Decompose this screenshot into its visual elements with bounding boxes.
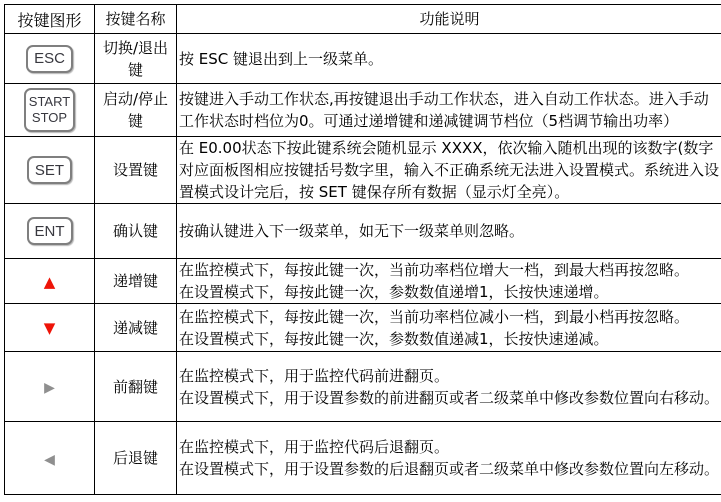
key-name-increment: 递增键 (95, 259, 177, 304)
ent-button-image (27, 217, 73, 245)
key-desc-esc: 按 ESC 键退出到上一级菜单。 (179, 48, 720, 70)
table-row-decrement (5, 304, 721, 352)
key-desc-page-back-line2: 在设置模式下，用于设置参数的后退翻页或者二级菜单中修改参数位置向左移动。 (179, 458, 720, 480)
table-header-row (5, 5, 721, 34)
set-button-image (27, 156, 72, 184)
key-desc-page-forward-line2: 在设置模式下，用于设置参数的前进翻页或者二级菜单中修改参数位置向右移动。 (179, 387, 720, 409)
key-desc-increment-line2: 在设置模式下，每按此键一次，参数数值递增1，长按快速递增。 (179, 281, 720, 303)
right-arrow-icon: ▶ (44, 381, 55, 396)
key-desc-increment-line1: 在监控模式下，每按此键一次，当前功率档位增大一档，到最大档再按忽略。 (179, 259, 720, 281)
esc-button-image (26, 45, 73, 73)
table-row-page-forward (5, 352, 721, 422)
table-row-increment (5, 259, 721, 304)
key-desc-page-forward-line1: 在监控模式下，用于监控代码前进翻页。 (179, 365, 720, 387)
key-desc-page-back-line1: 在监控模式下，用于监控代码后退翻页。 (179, 436, 720, 458)
table-row-set (5, 137, 721, 204)
key-name-decrement: 递减键 (95, 304, 177, 352)
esc-button-label: ESC (34, 50, 65, 67)
table-row-ent (5, 204, 721, 259)
key-name-start-stop: 启动/停止键 (95, 84, 177, 137)
table-row-page-back (5, 422, 721, 495)
up-arrow-icon: ▲ (44, 275, 56, 290)
set-button-label: SET (35, 162, 64, 179)
key-name-esc: 切换/退出键 (95, 34, 177, 84)
key-name-page-back: 后退键 (95, 422, 177, 495)
key-desc-ent: 按确认键进入下一级菜单，如无下一级菜单则忽略。 (179, 220, 720, 242)
left-arrow-icon: ◀ (44, 453, 55, 468)
key-name-ent: 确认键 (95, 204, 177, 259)
start-button-label: START (29, 94, 70, 110)
stop-button-label: STOP (32, 110, 67, 126)
ent-button-label: ENT (35, 223, 65, 240)
key-name-page-forward: 前翻键 (95, 352, 177, 422)
key-desc-start-stop: 按键进入手动工作状态,再按键退出手动工作状态，进入自动工作状态。进入手动工作状态时档位为0。可通过递增键和递减键调节档位（5档调节输出功率） (179, 88, 720, 132)
header-key-graphic: 按键图形 (5, 5, 95, 34)
table-row-start-stop (5, 84, 721, 137)
header-key-name: 按键名称 (95, 5, 177, 34)
table-row-esc (5, 34, 721, 84)
header-function-desc: 功能说明 (177, 5, 721, 34)
down-arrow-icon: ▼ (44, 321, 56, 336)
key-function-table (4, 4, 721, 495)
key-desc-decrement-line1: 在监控模式下，每按此键一次，当前功率档位减小一档，到最小档再按忽略。 (179, 306, 720, 328)
key-desc-decrement-line2: 在设置模式下，每按此键一次，参数数值递减1，长按快速递减。 (179, 328, 720, 350)
key-name-set: 设置键 (95, 137, 177, 204)
start-stop-button-image (24, 88, 75, 132)
key-desc-set: 在 E0.00状态下按此键系统会随机显示 XXXX，依次输入随机出现的该数字(数字对应面板图相应按键括号数字里，输入不正确系统无法进入设置模式。系统进入设置模式设计完后，按 SET 键保存所有数据（显示灯全亮）。 (179, 137, 720, 203)
